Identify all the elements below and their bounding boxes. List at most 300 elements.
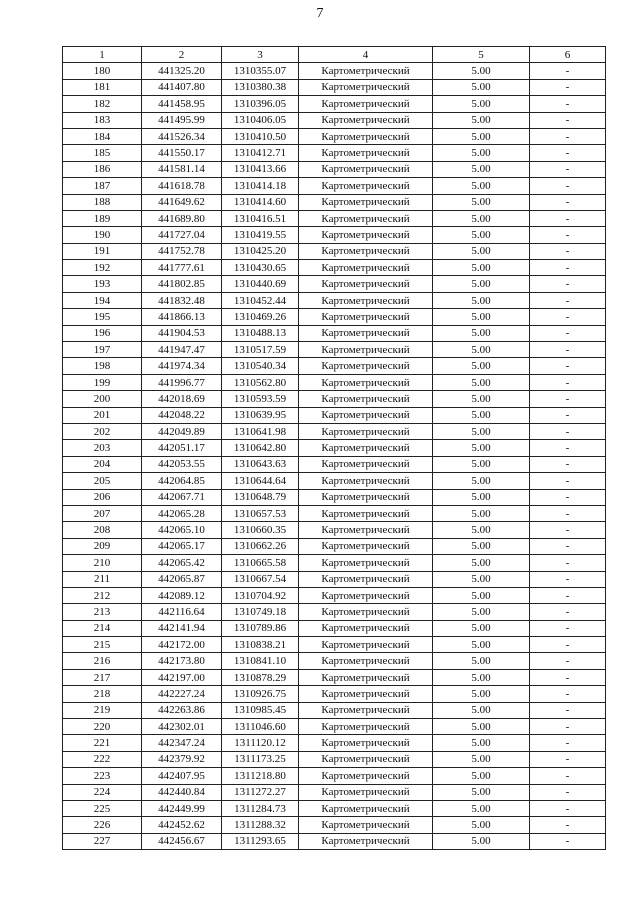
accuracy-cell: 5.00 bbox=[433, 833, 530, 849]
accuracy-cell: 5.00 bbox=[433, 768, 530, 784]
description-cell: - bbox=[530, 260, 606, 276]
description-cell: - bbox=[530, 96, 606, 112]
table-row bbox=[63, 800, 606, 816]
point-number-cell: 227 bbox=[63, 833, 142, 849]
point-number-cell: 201 bbox=[63, 407, 142, 423]
x-coordinate-cell: 442227.24 bbox=[142, 686, 222, 702]
description-cell: - bbox=[530, 227, 606, 243]
method-cell: Картометрический bbox=[299, 407, 433, 423]
description-cell: - bbox=[530, 653, 606, 669]
description-cell: - bbox=[530, 555, 606, 571]
point-number-cell: 191 bbox=[63, 243, 142, 259]
y-coordinate-cell: 1310642.80 bbox=[222, 440, 299, 456]
accuracy-cell: 5.00 bbox=[433, 522, 530, 538]
accuracy-cell: 5.00 bbox=[433, 374, 530, 390]
method-cell: Картометрический bbox=[299, 817, 433, 833]
accuracy-cell: 5.00 bbox=[433, 423, 530, 439]
table-row bbox=[63, 669, 606, 685]
accuracy-cell: 5.00 bbox=[433, 63, 530, 79]
point-number-cell: 202 bbox=[63, 423, 142, 439]
table-row bbox=[63, 423, 606, 439]
y-coordinate-cell: 1310452.44 bbox=[222, 292, 299, 308]
accuracy-cell: 5.00 bbox=[433, 686, 530, 702]
method-cell: Картометрический bbox=[299, 243, 433, 259]
table-row bbox=[63, 817, 606, 833]
y-coordinate-cell: 1311284.73 bbox=[222, 800, 299, 816]
accuracy-cell: 5.00 bbox=[433, 702, 530, 718]
accuracy-cell: 5.00 bbox=[433, 604, 530, 620]
point-number-cell: 189 bbox=[63, 210, 142, 226]
accuracy-cell: 5.00 bbox=[433, 325, 530, 341]
y-coordinate-cell: 1310926.75 bbox=[222, 686, 299, 702]
table-row bbox=[63, 112, 606, 128]
point-number-cell: 208 bbox=[63, 522, 142, 538]
description-cell: - bbox=[530, 735, 606, 751]
method-cell: Картометрический bbox=[299, 309, 433, 325]
x-coordinate-cell: 441947.47 bbox=[142, 342, 222, 358]
description-cell: - bbox=[530, 571, 606, 587]
accuracy-cell: 5.00 bbox=[433, 473, 530, 489]
x-coordinate-cell: 441618.78 bbox=[142, 178, 222, 194]
accuracy-cell: 5.00 bbox=[433, 669, 530, 685]
point-number-cell: 214 bbox=[63, 620, 142, 636]
point-number-cell: 215 bbox=[63, 637, 142, 653]
method-cell: Картометрический bbox=[299, 522, 433, 538]
description-cell: - bbox=[530, 243, 606, 259]
table-row bbox=[63, 227, 606, 243]
accuracy-cell: 5.00 bbox=[433, 653, 530, 669]
method-cell: Картометрический bbox=[299, 473, 433, 489]
accuracy-cell: 5.00 bbox=[433, 571, 530, 587]
table-row bbox=[63, 505, 606, 521]
point-number-cell: 220 bbox=[63, 719, 142, 735]
description-cell: - bbox=[530, 817, 606, 833]
point-number-cell: 193 bbox=[63, 276, 142, 292]
x-coordinate-cell: 442053.55 bbox=[142, 456, 222, 472]
accuracy-cell: 5.00 bbox=[433, 440, 530, 456]
x-coordinate-cell: 442067.71 bbox=[142, 489, 222, 505]
description-cell: - bbox=[530, 210, 606, 226]
y-coordinate-cell: 1311288.32 bbox=[222, 817, 299, 833]
table-row bbox=[63, 63, 606, 79]
y-coordinate-cell: 1310593.59 bbox=[222, 391, 299, 407]
point-number-cell: 186 bbox=[63, 161, 142, 177]
description-cell: - bbox=[530, 112, 606, 128]
description-cell: - bbox=[530, 604, 606, 620]
x-coordinate-cell: 441996.77 bbox=[142, 374, 222, 390]
x-coordinate-cell: 442263.86 bbox=[142, 702, 222, 718]
table-row bbox=[63, 587, 606, 603]
x-coordinate-cell: 442173.80 bbox=[142, 653, 222, 669]
description-cell: - bbox=[530, 587, 606, 603]
y-coordinate-cell: 1310985.45 bbox=[222, 702, 299, 718]
point-number-cell: 206 bbox=[63, 489, 142, 505]
table-row bbox=[63, 604, 606, 620]
x-coordinate-cell: 441325.20 bbox=[142, 63, 222, 79]
point-number-cell: 197 bbox=[63, 342, 142, 358]
description-cell: - bbox=[530, 686, 606, 702]
point-number-cell: 219 bbox=[63, 702, 142, 718]
description-cell: - bbox=[530, 276, 606, 292]
x-coordinate-cell: 441581.14 bbox=[142, 161, 222, 177]
method-cell: Картометрический bbox=[299, 702, 433, 718]
table-row bbox=[63, 161, 606, 177]
y-coordinate-cell: 1311293.65 bbox=[222, 833, 299, 849]
table-row bbox=[63, 473, 606, 489]
y-coordinate-cell: 1310704.92 bbox=[222, 587, 299, 603]
accuracy-cell: 5.00 bbox=[433, 112, 530, 128]
page-number: 7 bbox=[316, 6, 324, 21]
method-cell: Картометрический bbox=[299, 292, 433, 308]
x-coordinate-cell: 441752.78 bbox=[142, 243, 222, 259]
description-cell: - bbox=[530, 669, 606, 685]
description-cell: - bbox=[530, 374, 606, 390]
description-cell: - bbox=[530, 358, 606, 374]
description-cell: - bbox=[530, 620, 606, 636]
accuracy-cell: 5.00 bbox=[433, 194, 530, 210]
accuracy-cell: 5.00 bbox=[433, 210, 530, 226]
accuracy-cell: 5.00 bbox=[433, 555, 530, 571]
x-coordinate-cell: 442197.00 bbox=[142, 669, 222, 685]
x-coordinate-cell: 442018.69 bbox=[142, 391, 222, 407]
point-number-cell: 195 bbox=[63, 309, 142, 325]
accuracy-cell: 5.00 bbox=[433, 292, 530, 308]
method-cell: Картометрический bbox=[299, 161, 433, 177]
y-coordinate-cell: 1310469.26 bbox=[222, 309, 299, 325]
method-cell: Картометрический bbox=[299, 391, 433, 407]
method-cell: Картометрический bbox=[299, 112, 433, 128]
x-coordinate-cell: 442440.84 bbox=[142, 784, 222, 800]
description-cell: - bbox=[530, 473, 606, 489]
method-cell: Картометрический bbox=[299, 719, 433, 735]
accuracy-cell: 5.00 bbox=[433, 456, 530, 472]
description-cell: - bbox=[530, 456, 606, 472]
method-cell: Картометрический bbox=[299, 456, 433, 472]
accuracy-cell: 5.00 bbox=[433, 719, 530, 735]
table-row bbox=[63, 210, 606, 226]
x-coordinate-cell: 441495.99 bbox=[142, 112, 222, 128]
y-coordinate-cell: 1310419.55 bbox=[222, 227, 299, 243]
point-number-cell: 218 bbox=[63, 686, 142, 702]
x-coordinate-cell: 442051.17 bbox=[142, 440, 222, 456]
method-cell: Картометрический bbox=[299, 604, 433, 620]
point-number-cell: 190 bbox=[63, 227, 142, 243]
y-coordinate-cell: 1310430.65 bbox=[222, 260, 299, 276]
accuracy-cell: 5.00 bbox=[433, 751, 530, 767]
x-coordinate-cell: 441689.80 bbox=[142, 210, 222, 226]
point-number-cell: 223 bbox=[63, 768, 142, 784]
table-row bbox=[63, 522, 606, 538]
method-cell: Картометрический bbox=[299, 571, 433, 587]
description-cell: - bbox=[530, 161, 606, 177]
point-number-cell: 224 bbox=[63, 784, 142, 800]
x-coordinate-cell: 442065.10 bbox=[142, 522, 222, 538]
y-coordinate-cell: 1310355.07 bbox=[222, 63, 299, 79]
method-cell: Картометрический bbox=[299, 669, 433, 685]
table-row bbox=[63, 276, 606, 292]
y-coordinate-cell: 1310841.10 bbox=[222, 653, 299, 669]
point-number-cell: 192 bbox=[63, 260, 142, 276]
method-cell: Картометрический bbox=[299, 489, 433, 505]
accuracy-cell: 5.00 bbox=[433, 538, 530, 554]
x-coordinate-cell: 442065.28 bbox=[142, 505, 222, 521]
y-coordinate-cell: 1311120.12 bbox=[222, 735, 299, 751]
x-coordinate-cell: 441649.62 bbox=[142, 194, 222, 210]
point-number-cell: 211 bbox=[63, 571, 142, 587]
description-cell: - bbox=[530, 325, 606, 341]
y-coordinate-cell: 1310440.69 bbox=[222, 276, 299, 292]
description-cell: - bbox=[530, 800, 606, 816]
accuracy-cell: 5.00 bbox=[433, 407, 530, 423]
table-row bbox=[63, 128, 606, 144]
method-cell: Картометрический bbox=[299, 653, 433, 669]
x-coordinate-cell: 441727.04 bbox=[142, 227, 222, 243]
method-cell: Картометрический bbox=[299, 800, 433, 816]
table-row bbox=[63, 391, 606, 407]
accuracy-cell: 5.00 bbox=[433, 243, 530, 259]
y-coordinate-cell: 1311173.25 bbox=[222, 751, 299, 767]
x-coordinate-cell: 441550.17 bbox=[142, 145, 222, 161]
y-coordinate-cell: 1310639.95 bbox=[222, 407, 299, 423]
y-coordinate-cell: 1310540.34 bbox=[222, 358, 299, 374]
point-number-cell: 200 bbox=[63, 391, 142, 407]
method-cell: Картометрический bbox=[299, 423, 433, 439]
y-coordinate-cell: 1310414.18 bbox=[222, 178, 299, 194]
description-cell: - bbox=[530, 702, 606, 718]
table-row bbox=[63, 96, 606, 112]
x-coordinate-cell: 442065.17 bbox=[142, 538, 222, 554]
description-cell: - bbox=[530, 63, 606, 79]
description-cell: - bbox=[530, 145, 606, 161]
table-row bbox=[63, 620, 606, 636]
description-cell: - bbox=[530, 751, 606, 767]
x-coordinate-cell: 442141.94 bbox=[142, 620, 222, 636]
coordinates-table-body bbox=[63, 47, 606, 850]
point-number-cell: 207 bbox=[63, 505, 142, 521]
method-cell: Картометрический bbox=[299, 505, 433, 521]
table-row bbox=[63, 784, 606, 800]
point-number-cell: 213 bbox=[63, 604, 142, 620]
x-coordinate-cell: 441526.34 bbox=[142, 128, 222, 144]
method-cell: Картометрический bbox=[299, 79, 433, 95]
header-cell: 1 bbox=[63, 47, 142, 63]
y-coordinate-cell: 1310789.86 bbox=[222, 620, 299, 636]
x-coordinate-cell: 442116.64 bbox=[142, 604, 222, 620]
y-coordinate-cell: 1310838.21 bbox=[222, 637, 299, 653]
y-coordinate-cell: 1310517.59 bbox=[222, 342, 299, 358]
accuracy-cell: 5.00 bbox=[433, 817, 530, 833]
y-coordinate-cell: 1310878.29 bbox=[222, 669, 299, 685]
accuracy-cell: 5.00 bbox=[433, 505, 530, 521]
description-cell: - bbox=[530, 505, 606, 521]
description-cell: - bbox=[530, 768, 606, 784]
method-cell: Картометрический bbox=[299, 210, 433, 226]
x-coordinate-cell: 441777.61 bbox=[142, 260, 222, 276]
table-row bbox=[63, 719, 606, 735]
y-coordinate-cell: 1310410.50 bbox=[222, 128, 299, 144]
method-cell: Картометрический bbox=[299, 374, 433, 390]
description-cell: - bbox=[530, 784, 606, 800]
y-coordinate-cell: 1310665.58 bbox=[222, 555, 299, 571]
method-cell: Картометрический bbox=[299, 276, 433, 292]
x-coordinate-cell: 441866.13 bbox=[142, 309, 222, 325]
accuracy-cell: 5.00 bbox=[433, 587, 530, 603]
table-row bbox=[63, 833, 606, 849]
method-cell: Картометрический bbox=[299, 751, 433, 767]
y-coordinate-cell: 1310667.54 bbox=[222, 571, 299, 587]
header-cell: 5 bbox=[433, 47, 530, 63]
method-cell: Картометрический bbox=[299, 784, 433, 800]
accuracy-cell: 5.00 bbox=[433, 128, 530, 144]
y-coordinate-cell: 1310648.79 bbox=[222, 489, 299, 505]
table-row bbox=[63, 768, 606, 784]
description-cell: - bbox=[530, 440, 606, 456]
table-row bbox=[63, 751, 606, 767]
table-row bbox=[63, 309, 606, 325]
x-coordinate-cell: 441832.48 bbox=[142, 292, 222, 308]
point-number-cell: 188 bbox=[63, 194, 142, 210]
x-coordinate-cell: 442048.22 bbox=[142, 407, 222, 423]
description-cell: - bbox=[530, 194, 606, 210]
method-cell: Картометрический bbox=[299, 440, 433, 456]
y-coordinate-cell: 1310396.05 bbox=[222, 96, 299, 112]
y-coordinate-cell: 1310641.98 bbox=[222, 423, 299, 439]
point-number-cell: 225 bbox=[63, 800, 142, 816]
method-cell: Картометрический bbox=[299, 96, 433, 112]
x-coordinate-cell: 442065.42 bbox=[142, 555, 222, 571]
x-coordinate-cell: 442449.99 bbox=[142, 800, 222, 816]
table-row bbox=[63, 292, 606, 308]
method-cell: Картометрический bbox=[299, 833, 433, 849]
table-row bbox=[63, 260, 606, 276]
point-number-cell: 210 bbox=[63, 555, 142, 571]
table-row bbox=[63, 702, 606, 718]
y-coordinate-cell: 1310416.51 bbox=[222, 210, 299, 226]
method-cell: Картометрический bbox=[299, 768, 433, 784]
method-cell: Картометрический bbox=[299, 555, 433, 571]
table-row bbox=[63, 325, 606, 341]
y-coordinate-cell: 1310643.63 bbox=[222, 456, 299, 472]
table-row bbox=[63, 194, 606, 210]
point-number-cell: 222 bbox=[63, 751, 142, 767]
description-cell: - bbox=[530, 79, 606, 95]
description-cell: - bbox=[530, 309, 606, 325]
y-coordinate-cell: 1310406.05 bbox=[222, 112, 299, 128]
method-cell: Картометрический bbox=[299, 194, 433, 210]
method-cell: Картометрический bbox=[299, 538, 433, 554]
accuracy-cell: 5.00 bbox=[433, 784, 530, 800]
x-coordinate-cell: 441802.85 bbox=[142, 276, 222, 292]
point-number-cell: 226 bbox=[63, 817, 142, 833]
point-number-cell: 216 bbox=[63, 653, 142, 669]
y-coordinate-cell: 1310380.38 bbox=[222, 79, 299, 95]
y-coordinate-cell: 1310662.26 bbox=[222, 538, 299, 554]
table-row bbox=[63, 243, 606, 259]
header-cell: 4 bbox=[299, 47, 433, 63]
accuracy-cell: 5.00 bbox=[433, 260, 530, 276]
table-row bbox=[63, 571, 606, 587]
method-cell: Картометрический bbox=[299, 260, 433, 276]
accuracy-cell: 5.00 bbox=[433, 800, 530, 816]
accuracy-cell: 5.00 bbox=[433, 227, 530, 243]
accuracy-cell: 5.00 bbox=[433, 145, 530, 161]
accuracy-cell: 5.00 bbox=[433, 96, 530, 112]
point-number-cell: 196 bbox=[63, 325, 142, 341]
table-row bbox=[63, 456, 606, 472]
description-cell: - bbox=[530, 637, 606, 653]
method-cell: Картометрический bbox=[299, 358, 433, 374]
y-coordinate-cell: 1310488.13 bbox=[222, 325, 299, 341]
table-row bbox=[63, 79, 606, 95]
x-coordinate-cell: 441904.53 bbox=[142, 325, 222, 341]
accuracy-cell: 5.00 bbox=[433, 489, 530, 505]
table-row bbox=[63, 342, 606, 358]
point-number-cell: 182 bbox=[63, 96, 142, 112]
method-cell: Картометрический bbox=[299, 686, 433, 702]
y-coordinate-cell: 1311218.80 bbox=[222, 768, 299, 784]
accuracy-cell: 5.00 bbox=[433, 276, 530, 292]
y-coordinate-cell: 1311046.60 bbox=[222, 719, 299, 735]
method-cell: Картометрический bbox=[299, 587, 433, 603]
x-coordinate-cell: 442049.89 bbox=[142, 423, 222, 439]
description-cell: - bbox=[530, 128, 606, 144]
accuracy-cell: 5.00 bbox=[433, 358, 530, 374]
y-coordinate-cell: 1310414.60 bbox=[222, 194, 299, 210]
table-row bbox=[63, 489, 606, 505]
accuracy-cell: 5.00 bbox=[433, 620, 530, 636]
table-row bbox=[63, 440, 606, 456]
header-cell: 3 bbox=[222, 47, 299, 63]
table-row bbox=[63, 555, 606, 571]
table-row bbox=[63, 374, 606, 390]
method-cell: Картометрический bbox=[299, 342, 433, 358]
x-coordinate-cell: 442089.12 bbox=[142, 587, 222, 603]
coordinates-table bbox=[62, 46, 606, 850]
accuracy-cell: 5.00 bbox=[433, 391, 530, 407]
description-cell: - bbox=[530, 178, 606, 194]
accuracy-cell: 5.00 bbox=[433, 309, 530, 325]
x-coordinate-cell: 442302.01 bbox=[142, 719, 222, 735]
method-cell: Картометрический bbox=[299, 128, 433, 144]
accuracy-cell: 5.00 bbox=[433, 178, 530, 194]
table-header-row bbox=[63, 47, 606, 63]
point-number-cell: 187 bbox=[63, 178, 142, 194]
point-number-cell: 205 bbox=[63, 473, 142, 489]
x-coordinate-cell: 442172.00 bbox=[142, 637, 222, 653]
table-row bbox=[63, 538, 606, 554]
y-coordinate-cell: 1310657.53 bbox=[222, 505, 299, 521]
table-row bbox=[63, 653, 606, 669]
table-row bbox=[63, 637, 606, 653]
method-cell: Картометрический bbox=[299, 178, 433, 194]
y-coordinate-cell: 1310412.71 bbox=[222, 145, 299, 161]
y-coordinate-cell: 1311272.27 bbox=[222, 784, 299, 800]
description-cell: - bbox=[530, 489, 606, 505]
method-cell: Картометрический bbox=[299, 227, 433, 243]
description-cell: - bbox=[530, 423, 606, 439]
y-coordinate-cell: 1310413.66 bbox=[222, 161, 299, 177]
x-coordinate-cell: 442379.92 bbox=[142, 751, 222, 767]
description-cell: - bbox=[530, 833, 606, 849]
x-coordinate-cell: 442065.87 bbox=[142, 571, 222, 587]
y-coordinate-cell: 1310749.18 bbox=[222, 604, 299, 620]
point-number-cell: 204 bbox=[63, 456, 142, 472]
description-cell: - bbox=[530, 407, 606, 423]
point-number-cell: 203 bbox=[63, 440, 142, 456]
table-row bbox=[63, 407, 606, 423]
method-cell: Картометрический bbox=[299, 620, 433, 636]
method-cell: Картометрический bbox=[299, 325, 433, 341]
